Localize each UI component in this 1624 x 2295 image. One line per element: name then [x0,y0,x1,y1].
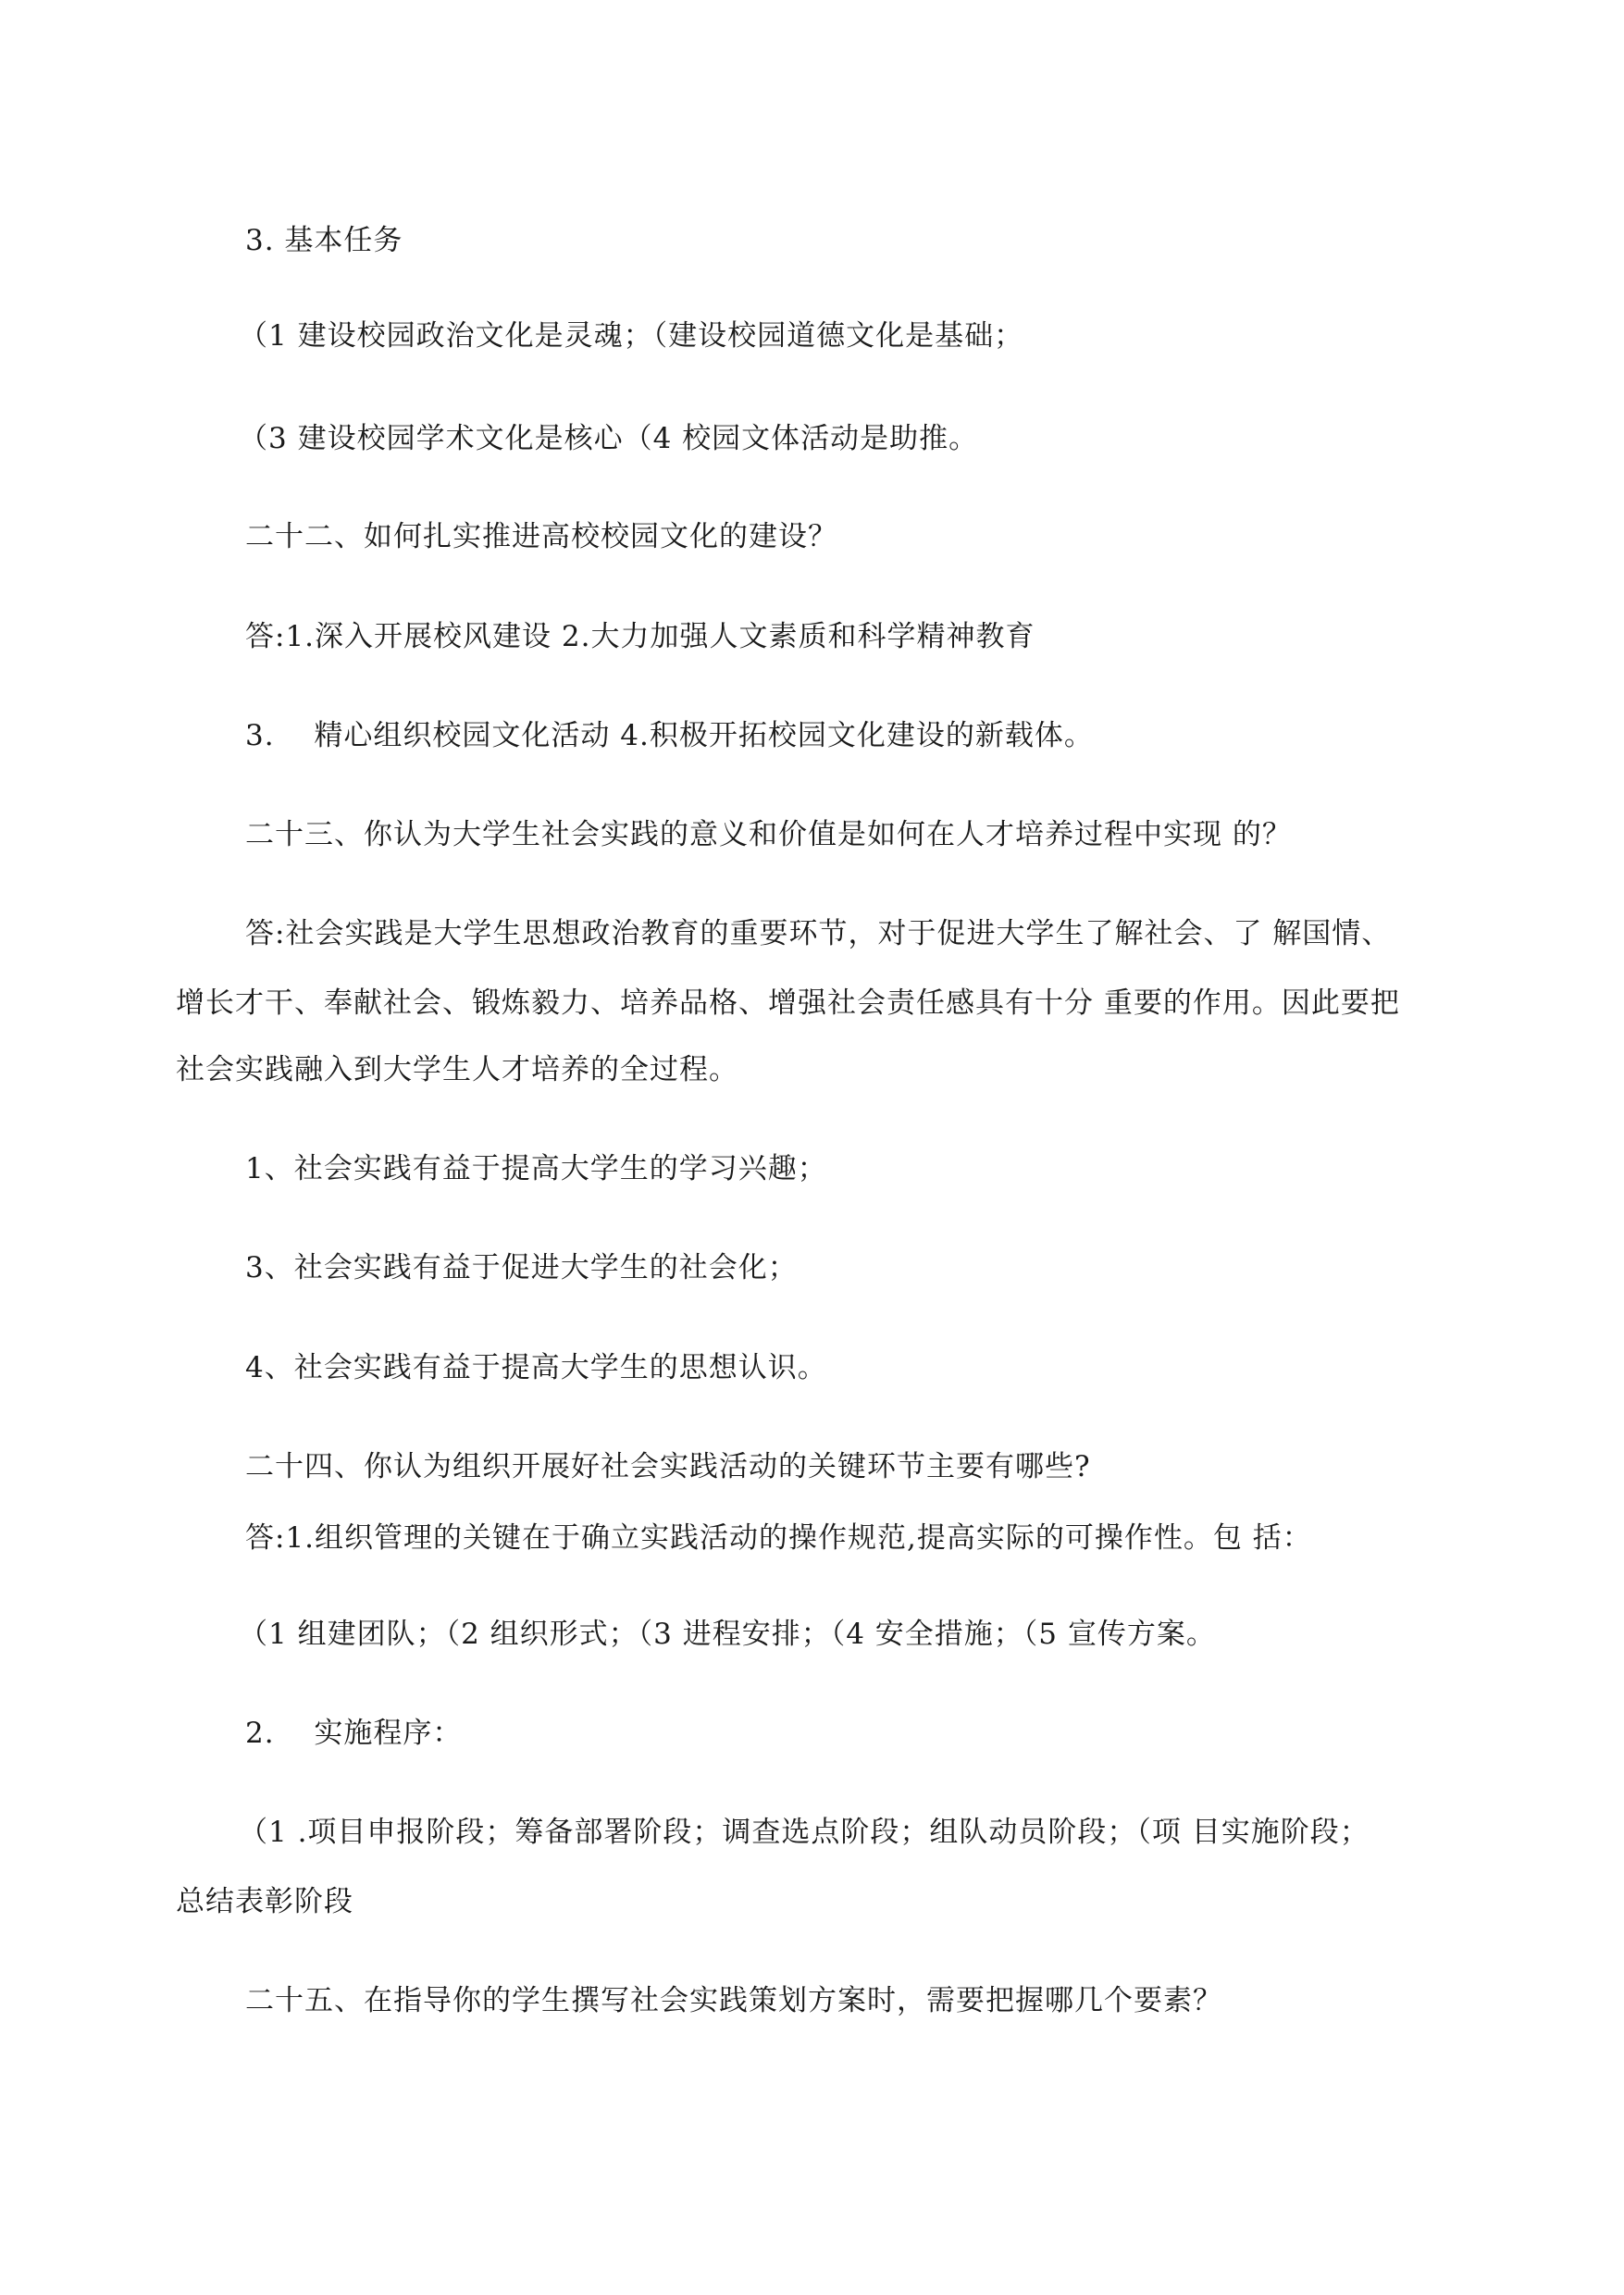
answer-line: 答:1.组织管理的关键在于确立实践活动的操作规范,提高实际的可操作性。包 括： [245,1521,1312,1555]
list-item: 3、社会实践有益于促进大学生的社会化； [245,1251,798,1284]
paragraph-line: （3 建设校园学术文化是核心（4 校园文体活动是助推。 [239,422,979,455]
answer-line: 增长才干、奉献社会、锻炼毅力、培养品格、增强社会责任感具有十分 重要的作用。因此要把 [176,986,1400,1020]
list-item: （1 .项目申报阶段；筹备部署阶段；调查选点阶段；组队动员阶段；（项 目实施阶段； [239,1816,1370,1849]
list-item: 1、社会实践有益于提高大学生的学习兴趣； [245,1152,827,1185]
section-heading-basic-tasks: 3. 基本任务 [245,224,403,257]
list-item: 总结表彰阶段 [176,1885,353,1918]
list-item: 4、社会实践有益于提高大学生的思想认识。 [245,1351,827,1384]
paragraph-line: （1 建设校园政治文化是灵魂；（建设校园道德文化是基础； [239,319,1024,353]
answer-line: 答:社会实践是大学生思想政治教育的重要环节，对于促进大学生了解社会、了 解国情、 [245,917,1392,950]
question-heading-22: 二十二、如何扎实推进高校校园文化的建设？ [245,520,837,553]
question-heading-23: 二十三、你认为大学生社会实践的意义和价值是如何在人才培养过程中实现 的？ [245,818,1292,851]
question-heading-24: 二十四、你认为组织开展好社会实践活动的关键环节主要有哪些? [245,1450,1091,1483]
answer-line: 社会实践融入到大学生人才培养的全过程。 [176,1053,738,1086]
list-item: 2. 实施程序： [245,1717,463,1750]
answer-line: 答:1.深入开展校风建设 2.大力加强人文素质和科学精神教育 [245,620,1035,653]
question-heading-25: 二十五、在指导你的学生撰写社会实践策划方案时，需要把握哪几个要素？ [245,1984,1222,2017]
list-item: （1 组建团队；（2 组织形式；（3 进程安排；（4 安全措施；（5 宣传方案。 [239,1618,1216,1651]
answer-line: 3. 精心组织校园文化活动 4.积极开拓校园文化建设的新载体。 [245,719,1094,752]
